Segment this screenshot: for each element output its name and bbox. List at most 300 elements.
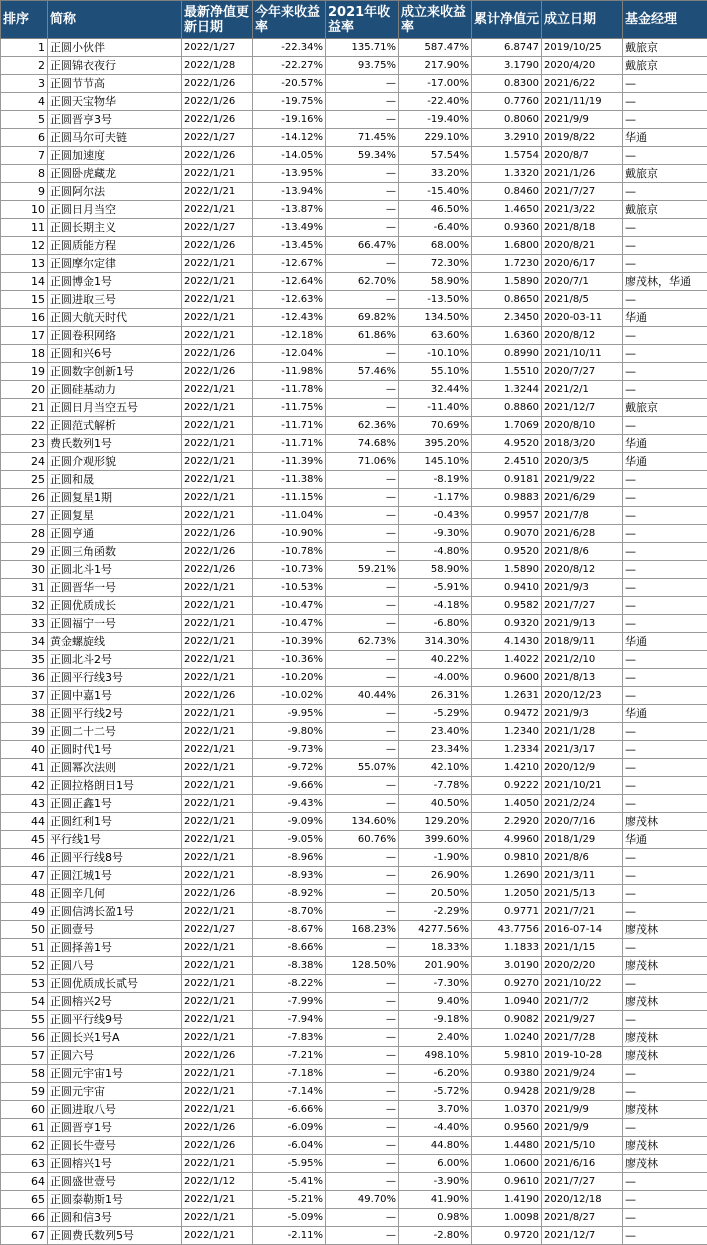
cell-cumulative-nav: 0.9810 — [472, 849, 542, 867]
cell-inception-date: 2020/4/20 — [542, 57, 623, 75]
cell-cumulative-nav: 2.4510 — [472, 453, 542, 471]
cell-ytd-return: -7.83% — [253, 1029, 326, 1047]
cell-cumulative-nav: 0.9610 — [472, 1173, 542, 1191]
cell-cumulative-nav: 1.0370 — [472, 1101, 542, 1119]
cell-fund-name: 正圆正鑫1号 — [48, 795, 182, 813]
cell-rank: 33 — [1, 615, 48, 633]
cell-rank: 5 — [1, 111, 48, 129]
cell-fund-manager: — — [623, 147, 707, 165]
cell-ytd-return: -2.11% — [253, 1227, 326, 1245]
table-row — [1, 741, 707, 759]
cell-fund-name: 正圆大航天时代 — [48, 309, 182, 327]
cell-since-inception-return: 68.00% — [399, 237, 472, 255]
cell-ytd-return: -22.27% — [253, 57, 326, 75]
cell-nav-date: 2022/1/21 — [182, 867, 253, 885]
cell-inception-date: 2021/7/27 — [542, 597, 623, 615]
cell-since-inception-return: 33.20% — [399, 165, 472, 183]
cell-fund-name: 正圆北斗1号 — [48, 561, 182, 579]
table-row — [1, 111, 707, 129]
cell-2021-return: 135.71% — [326, 39, 399, 57]
cell-fund-manager: 廖茂林 — [623, 1137, 707, 1155]
cell-nav-date: 2022/1/21 — [182, 1191, 253, 1209]
cell-rank: 18 — [1, 345, 48, 363]
cell-nav-date: 2022/1/26 — [182, 111, 253, 129]
cell-fund-manager: 廖茂林 — [623, 957, 707, 975]
cell-rank: 58 — [1, 1065, 48, 1083]
cell-fund-name: 正圆卷积网络 — [48, 327, 182, 345]
cell-nav-date: 2022/1/21 — [182, 741, 253, 759]
cell-2021-return: — — [326, 543, 399, 561]
cell-nav-date: 2022/1/21 — [182, 453, 253, 471]
cell-ytd-return: -11.04% — [253, 507, 326, 525]
cell-2021-return: 134.60% — [326, 813, 399, 831]
cell-rank: 23 — [1, 435, 48, 453]
cell-fund-manager: — — [623, 327, 707, 345]
cell-2021-return: — — [326, 1173, 399, 1191]
cell-2021-return: 69.82% — [326, 309, 399, 327]
cell-2021-return: 49.70% — [326, 1191, 399, 1209]
cell-nav-date: 2022/1/26 — [182, 363, 253, 381]
cell-nav-date: 2022/1/21 — [182, 1209, 253, 1227]
cell-cumulative-nav: 1.4050 — [472, 795, 542, 813]
cell-ytd-return: -13.49% — [253, 219, 326, 237]
cell-fund-manager: — — [623, 1119, 707, 1137]
table-row — [1, 885, 707, 903]
cell-ytd-return: -11.78% — [253, 381, 326, 399]
cell-cumulative-nav: 1.5754 — [472, 147, 542, 165]
table-row — [1, 543, 707, 561]
cell-fund-manager: — — [623, 741, 707, 759]
cell-nav-date: 2022/1/21 — [182, 1029, 253, 1047]
cell-rank: 41 — [1, 759, 48, 777]
col-inception-date-header: 成立日期 — [542, 1, 623, 39]
cell-2021-return: — — [326, 1209, 399, 1227]
cell-since-inception-return: 217.90% — [399, 57, 472, 75]
cell-since-inception-return: -5.29% — [399, 705, 472, 723]
cell-rank: 61 — [1, 1119, 48, 1137]
cell-inception-date: 2020/8/12 — [542, 561, 623, 579]
cell-nav-date: 2022/1/26 — [182, 885, 253, 903]
cell-since-inception-return: 2.40% — [399, 1029, 472, 1047]
cell-ytd-return: -12.18% — [253, 327, 326, 345]
cell-rank: 11 — [1, 219, 48, 237]
cell-fund-manager: 廖茂林 — [623, 993, 707, 1011]
cell-nav-date: 2022/1/21 — [182, 489, 253, 507]
cell-cumulative-nav: 0.9270 — [472, 975, 542, 993]
cell-fund-name: 正圆元宇宙1号 — [48, 1065, 182, 1083]
table-row — [1, 921, 707, 939]
cell-inception-date: 2019-10-28 — [542, 1047, 623, 1065]
cell-cumulative-nav: 0.7760 — [472, 93, 542, 111]
cell-2021-return: 168.23% — [326, 921, 399, 939]
cell-since-inception-return: 6.00% — [399, 1155, 472, 1173]
cell-ytd-return: -11.38% — [253, 471, 326, 489]
cell-nav-date: 2022/1/21 — [182, 507, 253, 525]
cell-nav-date: 2022/1/21 — [182, 975, 253, 993]
cell-ytd-return: -5.09% — [253, 1209, 326, 1227]
cell-nav-date: 2022/1/21 — [182, 1101, 253, 1119]
table-row — [1, 759, 707, 777]
table-row — [1, 165, 707, 183]
cell-since-inception-return: -8.19% — [399, 471, 472, 489]
cell-fund-manager: — — [623, 615, 707, 633]
cell-fund-manager: — — [623, 1191, 707, 1209]
cell-2021-return: — — [326, 651, 399, 669]
cell-since-inception-return: -4.00% — [399, 669, 472, 687]
cell-since-inception-return: 498.10% — [399, 1047, 472, 1065]
cell-inception-date: 2021/8/5 — [542, 291, 623, 309]
cell-ytd-return: -6.66% — [253, 1101, 326, 1119]
cell-nav-date: 2022/1/26 — [182, 1137, 253, 1155]
cell-nav-date: 2022/1/21 — [182, 417, 253, 435]
cell-2021-return: 74.68% — [326, 435, 399, 453]
cell-cumulative-nav: 0.9428 — [472, 1083, 542, 1101]
cell-rank: 59 — [1, 1083, 48, 1101]
table-row — [1, 75, 707, 93]
cell-since-inception-return: 9.40% — [399, 993, 472, 1011]
cell-rank: 10 — [1, 201, 48, 219]
cell-fund-manager: 廖茂林 — [623, 1101, 707, 1119]
cell-inception-date: 2021/1/15 — [542, 939, 623, 957]
cell-inception-date: 2019/8/22 — [542, 129, 623, 147]
cell-fund-name: 正圆和晟 — [48, 471, 182, 489]
table-row — [1, 255, 707, 273]
table-row — [1, 1047, 707, 1065]
cell-nav-date: 2022/1/26 — [182, 687, 253, 705]
cell-2021-return: — — [326, 345, 399, 363]
cell-fund-manager: — — [623, 777, 707, 795]
cell-fund-name: 正圆天宝物华 — [48, 93, 182, 111]
cell-fund-manager: 华通 — [623, 453, 707, 471]
cell-2021-return: — — [326, 291, 399, 309]
cell-2021-return: — — [326, 1155, 399, 1173]
cell-rank: 62 — [1, 1137, 48, 1155]
cell-rank: 63 — [1, 1155, 48, 1173]
table-row — [1, 813, 707, 831]
cell-fund-manager: — — [623, 291, 707, 309]
cell-fund-manager: 廖茂林 — [623, 921, 707, 939]
cell-fund-manager: — — [623, 1011, 707, 1029]
cell-rank: 39 — [1, 723, 48, 741]
cell-fund-manager: — — [623, 579, 707, 597]
cell-rank: 25 — [1, 471, 48, 489]
cell-inception-date: 2021/5/10 — [542, 1137, 623, 1155]
cell-cumulative-nav: 0.9957 — [472, 507, 542, 525]
cell-since-inception-return: 18.33% — [399, 939, 472, 957]
cell-fund-manager: — — [623, 543, 707, 561]
cell-since-inception-return: -9.18% — [399, 1011, 472, 1029]
col-rank-header: 排序 — [1, 1, 48, 39]
table-row — [1, 1101, 707, 1119]
cell-rank: 22 — [1, 417, 48, 435]
cell-fund-manager: — — [623, 975, 707, 993]
cell-fund-name: 正圆摩尔定律 — [48, 255, 182, 273]
cell-nav-date: 2022/1/27 — [182, 39, 253, 57]
cell-fund-manager: — — [623, 723, 707, 741]
cell-nav-date: 2022/1/26 — [182, 1047, 253, 1065]
cell-2021-return: — — [326, 723, 399, 741]
cell-rank: 32 — [1, 597, 48, 615]
cell-ytd-return: -8.93% — [253, 867, 326, 885]
cell-rank: 46 — [1, 849, 48, 867]
cell-nav-date: 2022/1/21 — [182, 165, 253, 183]
cell-fund-name: 正圆加速度 — [48, 147, 182, 165]
table-row — [1, 669, 707, 687]
cell-ytd-return: -19.16% — [253, 111, 326, 129]
cell-cumulative-nav: 0.9222 — [472, 777, 542, 795]
cell-since-inception-return: -5.91% — [399, 579, 472, 597]
table-row — [1, 1209, 707, 1227]
cell-inception-date: 2020/8/10 — [542, 417, 623, 435]
cell-inception-date: 2021/9/28 — [542, 1083, 623, 1101]
cell-rank: 48 — [1, 885, 48, 903]
cell-cumulative-nav: 0.9320 — [472, 615, 542, 633]
cell-cumulative-nav: 6.8747 — [472, 39, 542, 57]
cell-fund-manager: — — [623, 597, 707, 615]
cell-fund-name: 正圆辛几何 — [48, 885, 182, 903]
cell-inception-date: 2021/1/26 — [542, 165, 623, 183]
cell-2021-return: — — [326, 975, 399, 993]
cell-fund-manager: — — [623, 1209, 707, 1227]
cell-ytd-return: -13.87% — [253, 201, 326, 219]
cell-cumulative-nav: 1.4650 — [472, 201, 542, 219]
cell-since-inception-return: -13.50% — [399, 291, 472, 309]
cell-rank: 54 — [1, 993, 48, 1011]
table-row — [1, 417, 707, 435]
cell-inception-date: 2020/7/27 — [542, 363, 623, 381]
cell-2021-return: — — [326, 165, 399, 183]
cell-nav-date: 2022/1/21 — [182, 633, 253, 651]
table-row — [1, 471, 707, 489]
cell-2021-return: 60.76% — [326, 831, 399, 849]
table-row — [1, 615, 707, 633]
cell-ytd-return: -10.36% — [253, 651, 326, 669]
cell-since-inception-return: -7.30% — [399, 975, 472, 993]
cell-since-inception-return: 42.10% — [399, 759, 472, 777]
cell-ytd-return: -6.04% — [253, 1137, 326, 1155]
cell-2021-return: — — [326, 597, 399, 615]
cell-fund-name: 正圆小伙伴 — [48, 39, 182, 57]
cell-fund-manager: 华通 — [623, 309, 707, 327]
cell-ytd-return: -9.73% — [253, 741, 326, 759]
cell-rank: 24 — [1, 453, 48, 471]
cell-since-inception-return: 23.34% — [399, 741, 472, 759]
header-row — [1, 1, 707, 39]
table-row — [1, 507, 707, 525]
cell-cumulative-nav: 1.2340 — [472, 723, 542, 741]
cell-2021-return: — — [326, 705, 399, 723]
cell-nav-date: 2022/1/26 — [182, 543, 253, 561]
cell-ytd-return: -5.41% — [253, 1173, 326, 1191]
cell-fund-name: 正圆择善1号 — [48, 939, 182, 957]
table-row — [1, 1227, 707, 1245]
cell-ytd-return: -7.14% — [253, 1083, 326, 1101]
cell-inception-date: 2021/9/27 — [542, 1011, 623, 1029]
cell-2021-return: — — [326, 183, 399, 201]
cell-since-inception-return: 314.30% — [399, 633, 472, 651]
table-row — [1, 1173, 707, 1191]
cell-inception-date: 2021/9/9 — [542, 1101, 623, 1119]
cell-fund-name: 正圆和兴6号 — [48, 345, 182, 363]
cell-nav-date: 2022/1/26 — [182, 75, 253, 93]
cell-cumulative-nav: 1.6360 — [472, 327, 542, 345]
col-since-inception-header: 成立来收益率 — [399, 1, 472, 39]
cell-cumulative-nav: 0.9070 — [472, 525, 542, 543]
cell-fund-manager: 廖茂林 — [623, 813, 707, 831]
cell-2021-return: — — [326, 903, 399, 921]
cell-since-inception-return: 32.44% — [399, 381, 472, 399]
cell-2021-return: 71.45% — [326, 129, 399, 147]
table-row — [1, 363, 707, 381]
cell-since-inception-return: 58.90% — [399, 561, 472, 579]
cell-cumulative-nav: 3.2910 — [472, 129, 542, 147]
cell-fund-name: 正圆平行线3号 — [48, 669, 182, 687]
cell-rank: 7 — [1, 147, 48, 165]
cell-inception-date: 2021/5/13 — [542, 885, 623, 903]
cell-cumulative-nav: 1.2631 — [472, 687, 542, 705]
cell-inception-date: 2020-03-11 — [542, 309, 623, 327]
cell-fund-name: 费氏数列1号 — [48, 435, 182, 453]
cell-cumulative-nav: 0.8300 — [472, 75, 542, 93]
cell-nav-date: 2022/1/26 — [182, 147, 253, 165]
cell-since-inception-return: -3.90% — [399, 1173, 472, 1191]
cell-nav-date: 2022/1/21 — [182, 1227, 253, 1245]
table-row — [1, 777, 707, 795]
cell-fund-manager: — — [623, 669, 707, 687]
cell-rank: 3 — [1, 75, 48, 93]
cell-fund-name: 正圆优质成长贰号 — [48, 975, 182, 993]
cell-inception-date: 2021/8/6 — [542, 849, 623, 867]
cell-cumulative-nav: 3.0190 — [472, 957, 542, 975]
cell-2021-return: 128.50% — [326, 957, 399, 975]
cell-ytd-return: -14.12% — [253, 129, 326, 147]
cell-2021-return: — — [326, 849, 399, 867]
cell-fund-name: 正圆阿尔法 — [48, 183, 182, 201]
cell-2021-return: 62.36% — [326, 417, 399, 435]
cell-2021-return: 59.21% — [326, 561, 399, 579]
cell-rank: 35 — [1, 651, 48, 669]
cell-inception-date: 2021/2/24 — [542, 795, 623, 813]
cell-ytd-return: -10.47% — [253, 597, 326, 615]
cell-ytd-return: -5.95% — [253, 1155, 326, 1173]
cell-ytd-return: -13.45% — [253, 237, 326, 255]
cell-nav-date: 2022/1/21 — [182, 183, 253, 201]
cell-nav-date: 2022/1/21 — [182, 273, 253, 291]
cell-fund-manager: — — [623, 237, 707, 255]
cell-2021-return: — — [326, 1119, 399, 1137]
table-row — [1, 1191, 707, 1209]
cell-nav-date: 2022/1/21 — [182, 597, 253, 615]
cell-inception-date: 2021/9/9 — [542, 1119, 623, 1137]
cell-2021-return: — — [326, 579, 399, 597]
cell-inception-date: 2021/3/17 — [542, 741, 623, 759]
cell-nav-date: 2022/1/21 — [182, 777, 253, 795]
cell-fund-name: 正圆福宁一号 — [48, 615, 182, 633]
cell-since-inception-return: 40.22% — [399, 651, 472, 669]
cell-cumulative-nav: 0.9560 — [472, 1119, 542, 1137]
table-row — [1, 993, 707, 1011]
cell-rank: 9 — [1, 183, 48, 201]
cell-since-inception-return: 57.54% — [399, 147, 472, 165]
cell-since-inception-return: 58.90% — [399, 273, 472, 291]
cell-cumulative-nav: 0.8860 — [472, 399, 542, 417]
cell-fund-name: 正圆长牛壹号 — [48, 1137, 182, 1155]
cell-fund-name: 正圆平行线8号 — [48, 849, 182, 867]
cell-rank: 13 — [1, 255, 48, 273]
cell-fund-manager: — — [623, 471, 707, 489]
cell-cumulative-nav: 1.5890 — [472, 273, 542, 291]
cell-cumulative-nav: 1.0240 — [472, 1029, 542, 1047]
cell-ytd-return: -11.71% — [253, 417, 326, 435]
cell-nav-date: 2022/1/21 — [182, 615, 253, 633]
cell-inception-date: 2021/9/3 — [542, 705, 623, 723]
cell-fund-name: 正圆晋华一号 — [48, 579, 182, 597]
cell-cumulative-nav: 0.9181 — [472, 471, 542, 489]
cell-inception-date: 2016-07-14 — [542, 921, 623, 939]
cell-nav-date: 2022/1/21 — [182, 993, 253, 1011]
cell-since-inception-return: -6.20% — [399, 1065, 472, 1083]
cell-cumulative-nav: 1.4022 — [472, 651, 542, 669]
cell-inception-date: 2018/3/20 — [542, 435, 623, 453]
cell-rank: 8 — [1, 165, 48, 183]
cell-rank: 67 — [1, 1227, 48, 1245]
cell-2021-return: — — [326, 993, 399, 1011]
cell-ytd-return: -7.18% — [253, 1065, 326, 1083]
cell-fund-manager: — — [623, 489, 707, 507]
cell-since-inception-return: 0.98% — [399, 1209, 472, 1227]
cell-fund-name: 正圆时代1号 — [48, 741, 182, 759]
cell-rank: 36 — [1, 669, 48, 687]
cell-ytd-return: -8.92% — [253, 885, 326, 903]
cell-fund-name: 正圆平行线9号 — [48, 1011, 182, 1029]
cell-2021-return: — — [326, 1101, 399, 1119]
cell-fund-name: 正圆卧虎藏龙 — [48, 165, 182, 183]
cell-nav-date: 2022/1/21 — [182, 705, 253, 723]
cell-inception-date: 2021/6/22 — [542, 75, 623, 93]
cell-fund-name: 正圆日月当空 — [48, 201, 182, 219]
cell-cumulative-nav: 1.2050 — [472, 885, 542, 903]
cell-fund-manager: — — [623, 759, 707, 777]
cell-cumulative-nav: 1.4480 — [472, 1137, 542, 1155]
cell-2021-return: — — [326, 489, 399, 507]
cell-fund-name: 平行线1号 — [48, 831, 182, 849]
cell-ytd-return: -9.72% — [253, 759, 326, 777]
col-cum-nav-header: 累计净值元 — [472, 1, 542, 39]
cell-nav-date: 2022/1/21 — [182, 291, 253, 309]
cell-inception-date: 2019/10/25 — [542, 39, 623, 57]
cell-nav-date: 2022/1/26 — [182, 345, 253, 363]
cell-fund-name: 正圆复星1期 — [48, 489, 182, 507]
cell-fund-manager: — — [623, 93, 707, 111]
cell-inception-date: 2021/10/21 — [542, 777, 623, 795]
cell-since-inception-return: 70.69% — [399, 417, 472, 435]
cell-nav-date: 2022/1/26 — [182, 525, 253, 543]
cell-rank: 19 — [1, 363, 48, 381]
cell-since-inception-return: 229.10% — [399, 129, 472, 147]
cell-fund-name: 正圆数字创新1号 — [48, 363, 182, 381]
cell-fund-name: 正圆日月当空五号 — [48, 399, 182, 417]
table-row — [1, 633, 707, 651]
cell-nav-date: 2022/1/21 — [182, 1011, 253, 1029]
cell-nav-date: 2022/1/21 — [182, 795, 253, 813]
cell-since-inception-return: -5.72% — [399, 1083, 472, 1101]
cell-ytd-return: -10.90% — [253, 525, 326, 543]
table-row — [1, 399, 707, 417]
cell-ytd-return: -22.34% — [253, 39, 326, 57]
cell-fund-name: 正圆平行线2号 — [48, 705, 182, 723]
cell-nav-date: 2022/1/21 — [182, 471, 253, 489]
cell-cumulative-nav: 4.1430 — [472, 633, 542, 651]
